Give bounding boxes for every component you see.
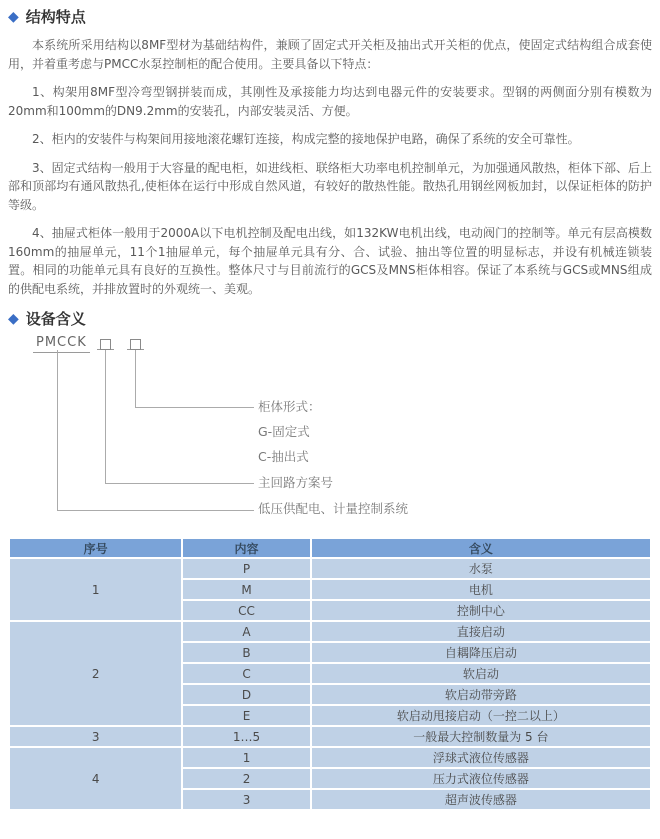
cell-meaning: 直接启动 xyxy=(311,621,651,642)
cell-code: E xyxy=(182,705,310,726)
model-designation-diagram xyxy=(8,335,652,537)
cell-code: A xyxy=(182,621,310,642)
diagram-label-system-name: 低压供配电、计量控制系统 xyxy=(258,501,409,516)
cell-group-number: 1 xyxy=(9,558,182,621)
model-code-text: PMCCK xyxy=(33,335,90,353)
table-row xyxy=(9,558,651,579)
column-header-meaning: 含义 xyxy=(311,538,651,558)
cell-meaning: 软启动 xyxy=(311,663,651,684)
cell-meaning: 软启动带旁路 xyxy=(311,684,651,705)
table-row xyxy=(9,621,651,642)
cell-meaning: 超声波传感器 xyxy=(311,789,651,810)
connector-line xyxy=(135,407,254,408)
diagram-label-drawout-type: C-抽出式 xyxy=(258,449,309,464)
paragraph-feature-4: 4、抽屉式柜体一般用于2000A以下电机控制及配电出线，如132KW电机出线，电动阀门的控制等。单元有层高模数160mm的抽屉单元，11个1抽屉单元，每个抽屉单元具有分、合、试验、抽出等位置的明显标志，并设有机械连锁装置。相同的功能单元具有良好的互换性。整体尺寸与目前流行的GCS及MNS柜体相容。保证了本系统与GCS或MNS组成的供配电系统，并排放置时的外观统一、美观。 xyxy=(8,226,652,296)
cell-meaning: 水泵 xyxy=(311,558,651,579)
cell-meaning: 控制中心 xyxy=(311,600,651,621)
section-title-text: 设备含义 xyxy=(25,310,86,328)
section-title-device xyxy=(8,310,652,329)
cell-group-number: 2 xyxy=(9,621,182,726)
diamond-bullet-icon: ◆ xyxy=(8,311,19,327)
device-meaning-table xyxy=(8,537,652,811)
cell-code: P xyxy=(182,558,310,579)
paragraph-feature-2: 2、柜内的安装件与构架间用接地滚花螺钉连接，构成完整的接地保护电路，确保了系统的安全可靠性。 xyxy=(32,132,580,146)
connector-line xyxy=(105,350,106,483)
cell-meaning: 自耦降压启动 xyxy=(311,642,651,663)
cell-meaning: 电机 xyxy=(311,579,651,600)
paragraph-feature-3: 3、固定式结构一般用于大容量的配电柜，如进线柜、联络柜大功率电机控制单元，为加强通风散热，柜体下部、后上部和顶部均有通风散热孔,使柜体在运行中形成自然风道，有较好的散热性能。散热孔用钢丝网板加封，以保证柜体的防护等级。 xyxy=(8,160,652,212)
square-box-icon xyxy=(130,339,141,350)
cell-code: 1…5 xyxy=(182,726,310,747)
cell-code: 3 xyxy=(182,789,310,810)
table-header-row xyxy=(9,538,651,558)
diagram-label-scheme-number: 主回路方案号 xyxy=(258,475,334,490)
cell-code: CC xyxy=(182,600,310,621)
cell-code: 2 xyxy=(182,768,310,789)
section-title-structure xyxy=(8,8,652,27)
designation-placeholder-box-1 xyxy=(97,335,114,350)
cell-meaning: 浮球式液位传感器 xyxy=(311,747,651,768)
diagram-label-cabinet-type: 柜体形式： xyxy=(258,399,321,414)
table-row xyxy=(9,726,651,747)
connector-line xyxy=(57,510,254,511)
cell-meaning: 压力式液位传感器 xyxy=(311,768,651,789)
cell-code: B xyxy=(182,642,310,663)
column-header-number: 序号 xyxy=(9,538,182,558)
device-table-body xyxy=(9,558,651,810)
paragraph-intro: 本系统所采用结构以8MF型材为基础结构件，兼顾了固定式开关柜及抽出式开关柜的优点，使固定式结构组合成套使用，并着重考虑与PMCC水泵控制柜的配合使用。主要具备以下特点： xyxy=(8,38,652,71)
cell-code: M xyxy=(182,579,310,600)
cell-code: 1 xyxy=(182,747,310,768)
table-row xyxy=(9,747,651,768)
column-header-content: 内容 xyxy=(182,538,310,558)
connector-line xyxy=(57,350,58,510)
cell-meaning: 一般最大控制数量为 5 台 xyxy=(311,726,651,747)
section-title-text: 结构特点 xyxy=(25,8,86,26)
connector-line xyxy=(135,350,136,407)
cell-group-number: 3 xyxy=(9,726,182,747)
diamond-bullet-icon: ◆ xyxy=(8,9,19,25)
square-box-icon xyxy=(100,339,111,350)
designation-placeholder-box-2 xyxy=(127,335,144,350)
cell-code: D xyxy=(182,684,310,705)
paragraph-feature-1: 1、构架用8MF型冷弯型钢拼装而成，其刚性及承接能力均达到电器元件的安装要求。型钢的两侧面分别有模数为20mm和100mm的DN9.2mm的安装孔，内部安装灵活、方便。 xyxy=(8,85,652,118)
diagram-label-fixed-type: G-固定式 xyxy=(258,424,310,439)
cell-meaning: 软启动甩接启动（一控二以上） xyxy=(311,705,651,726)
cell-group-number: 4 xyxy=(9,747,182,810)
connector-line xyxy=(105,483,254,484)
cell-code: C xyxy=(182,663,310,684)
